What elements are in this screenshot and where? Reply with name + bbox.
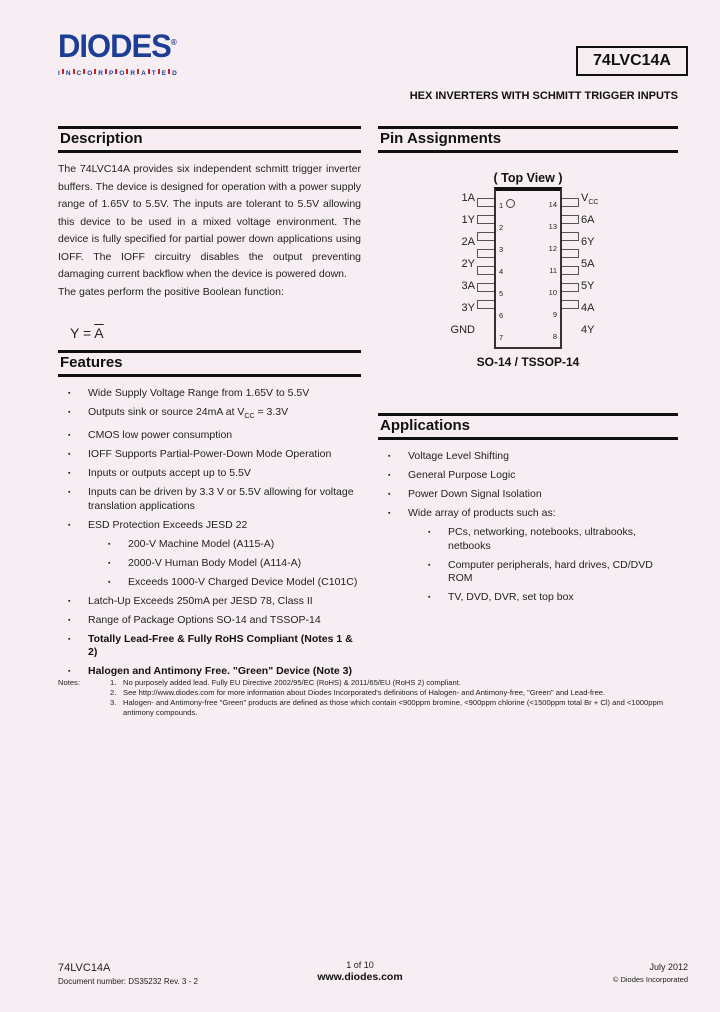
description-paragraph-2: The gates perform the positive Boolean function:	[58, 285, 284, 298]
feature-item-text: Wide Supply Voltage Range from 1.65V to 5.5V	[88, 387, 310, 399]
pin-number-right: 11	[549, 265, 557, 275]
pin-number-left: 6	[499, 311, 504, 320]
notes-list	[110, 678, 690, 718]
bullet-icon: ▪	[68, 597, 71, 605]
logo-red-tick-icon	[137, 69, 139, 74]
bullet-icon: ▪	[68, 451, 71, 459]
pin-number-left: 3	[499, 245, 504, 254]
application-item	[378, 507, 678, 521]
pin-number-left-wrap	[499, 283, 503, 301]
pin-label-6a: 6A	[581, 214, 595, 226]
feature-item	[58, 538, 361, 552]
application-item-text: TV, DVD, DVR, set top box	[448, 591, 574, 603]
application-item	[378, 469, 678, 483]
application-item-text: Computer peripherals, hard drives, CD/DVD ROM	[448, 558, 653, 584]
feature-item	[58, 557, 361, 571]
bullet-icon: ▪	[388, 453, 391, 460]
bullet-icon: ▪	[68, 489, 71, 497]
logo-red-tick-icon	[73, 69, 75, 74]
pin-number-right: 10	[548, 287, 557, 297]
diodes-logo-wordmark: DIODES®	[58, 27, 176, 65]
feature-item	[58, 576, 361, 590]
right-pin-labels	[579, 187, 627, 341]
pin-assignments-section	[378, 126, 678, 369]
bullet-icon: ▪	[68, 432, 71, 440]
bullet-icon: ▪	[68, 635, 71, 643]
pin-stub	[477, 249, 494, 258]
bullet-icon: ▪	[68, 409, 71, 416]
footer-website: www.diodes.com	[317, 971, 403, 983]
diodes-logo-incorporated	[58, 62, 218, 80]
left-pin-labels	[429, 187, 477, 341]
logo-sub-letter: R	[98, 70, 103, 78]
logo-sub-letter: R	[130, 70, 136, 78]
pin-number-left-wrap	[499, 327, 503, 345]
pin-number-right: 12	[548, 243, 557, 253]
feature-item-text: CMOS low power consumption	[88, 429, 233, 442]
application-item	[378, 591, 678, 605]
description-paragraph: The 74LVC14A provides six independent schmitt trigger inverter buffers. The device is designed for operation with a power supply range of 1.65V to 5.5V. The inputs are tolerant to 5.5V allowing this device to be used in a mixed voltage environment. The device is fully specified for partial power down applications using IOFF. The IOFF circuitry disables the output preventing damaging current backflow when the device is powered down.	[58, 163, 361, 280]
page-subtitle: HEX INVERTERS WITH SCHMITT TRIGGER INPUTS	[409, 90, 678, 102]
logo-sub-letter: O	[87, 70, 93, 78]
pin-label-6y: 6Y	[581, 236, 595, 248]
feature-item	[58, 406, 361, 424]
pin-label-vcc: $V_{CC}$	[581, 192, 599, 207]
pin-number-right: 8	[552, 331, 557, 341]
logo-sub-letter: D	[172, 70, 177, 78]
bullet-icon: ▪	[388, 491, 391, 498]
logo-red-tick-icon	[148, 69, 150, 74]
pin-number-left-wrap	[499, 261, 503, 279]
pin-label-1y: 1Y	[461, 214, 475, 226]
bullet-icon: ▪	[68, 390, 71, 397]
pin-label-2a: 2A	[461, 236, 475, 248]
package-row	[496, 281, 560, 303]
logo-red-tick-icon	[105, 69, 107, 74]
application-item	[378, 559, 678, 586]
package-row	[496, 193, 560, 215]
pin-stub	[562, 232, 579, 241]
features-heading: Features	[58, 350, 361, 377]
pin-label-3a: 3A	[461, 280, 475, 292]
pin-label-gnd: GND	[450, 324, 475, 336]
right-pin-stubs	[562, 187, 579, 317]
pin-number-right: 9	[552, 309, 557, 319]
pin-number-right: 13	[548, 221, 557, 231]
logo-red-tick-icon	[115, 69, 117, 74]
logo-sub-letter: N	[65, 70, 71, 78]
pin-stub	[562, 215, 579, 224]
bullet-icon: ▪	[108, 540, 111, 548]
package-type-label: SO-14 / TSSOP-14	[476, 355, 580, 369]
package-area	[378, 187, 678, 349]
application-item-text: General Purpose Logic	[408, 469, 516, 481]
feature-item	[58, 595, 361, 609]
pin-number-left-wrap	[499, 305, 503, 323]
pin-number-left: 5	[499, 289, 504, 298]
package-row	[496, 259, 560, 281]
package-row	[496, 215, 560, 237]
feature-item-text: Latch-Up Exceeds 250mA per JESD 78, Class II	[88, 594, 313, 607]
feature-item-text: 200-V Machine Model (A115-A)	[128, 537, 275, 550]
pin-stub	[477, 266, 494, 275]
logo-red-tick-icon	[168, 69, 170, 74]
footer-part-number: 74LVC14A	[58, 962, 111, 974]
pin-number-right: 14	[548, 199, 557, 209]
part-number-box	[576, 46, 688, 76]
feature-item-text: Exceeds 1000-V Charged Device Model (C101C)	[128, 575, 358, 588]
equation-rhs-overlined: $\overline{A}$	[94, 325, 104, 341]
pin-number-left: 4	[499, 267, 504, 276]
application-item	[378, 526, 678, 553]
feature-item-text: Inputs or outputs accept up to 5.5V	[88, 467, 251, 480]
feature-item-text: Outputs sink or source 24mA at $V_{CC} = 3.3V$	[88, 406, 289, 421]
package-row	[496, 237, 560, 259]
pin-label-4a: 4A	[581, 302, 595, 314]
feature-item	[58, 614, 361, 628]
notes-section	[58, 678, 690, 718]
note-number: 2.	[110, 688, 117, 697]
bullet-icon: ▪	[68, 470, 71, 478]
pin-assignments-heading: Pin Assignments	[378, 126, 678, 153]
feature-item-text: Halogen and Antimony Free. "Green" Device (Note 3)	[88, 665, 352, 678]
equation-lhs: Y =	[70, 325, 95, 341]
note-item	[110, 698, 690, 718]
pin-label-3y: 3Y	[461, 302, 475, 314]
part-number: 74LVC14A	[593, 52, 671, 69]
footer-center	[260, 960, 460, 983]
logo-sub-letter: I	[58, 70, 60, 78]
feature-item-text: IOFF Supports Partial-Power-Down Mode Operation	[88, 448, 332, 461]
note-item	[110, 688, 690, 698]
feature-item	[58, 467, 361, 481]
applications-heading: Applications	[378, 413, 678, 440]
pin-stub	[562, 266, 579, 275]
pin-stub	[477, 232, 494, 241]
pin-stub	[477, 198, 494, 207]
pin-diagram	[378, 171, 678, 369]
bullet-icon: ▪	[68, 668, 71, 676]
bullet-icon: ▪	[428, 594, 431, 601]
pin-number-left: 2	[499, 223, 504, 232]
logo-red-tick-icon	[62, 69, 64, 74]
footer-left	[58, 962, 198, 986]
bullet-icon: ▪	[68, 616, 71, 624]
notes-label: Notes:	[58, 678, 80, 687]
bullet-icon: ▪	[388, 510, 391, 517]
application-item-text: Voltage Level Shifting	[408, 450, 509, 462]
bullet-icon: ▪	[68, 521, 71, 529]
feature-item	[58, 665, 361, 679]
note-number: 1.	[110, 678, 117, 687]
feature-item-text: Range of Package Options SO-14 and TSSOP-14	[88, 613, 321, 626]
logo-sub-letter: C	[76, 70, 82, 78]
pin-label-4y: 4Y	[581, 324, 595, 336]
pin-stub	[562, 249, 579, 258]
feature-item-text: ESD Protection Exceeds JESD 22	[88, 518, 248, 531]
applications-list	[378, 450, 678, 605]
pin-stub	[477, 215, 494, 224]
logo-sub-letter: A	[141, 70, 146, 78]
package-row	[496, 303, 560, 325]
diodes-logo	[58, 28, 218, 80]
applications-section	[378, 413, 678, 610]
boolean-equation	[70, 325, 361, 341]
registered-mark-icon: ®	[170, 37, 176, 48]
application-item	[378, 450, 678, 464]
pin-number-left-wrap	[499, 217, 503, 235]
description-heading: Description	[58, 126, 361, 153]
features-section	[58, 350, 361, 684]
note-item	[110, 678, 690, 688]
description-section	[58, 126, 361, 341]
features-list	[58, 387, 361, 679]
logo-red-tick-icon	[158, 69, 160, 74]
note-text: Halogen- and Antimony-free "Green" products are defined as those which contain <900ppm bromine, <900ppm chlorine (<1500ppm total Br + Cl) and <1000ppm antimony compounds.	[123, 698, 664, 717]
bullet-icon: ▪	[428, 529, 431, 536]
bullet-icon: ▪	[428, 561, 431, 569]
pin-label-5y: 5Y	[581, 280, 595, 292]
footer-right	[613, 962, 688, 984]
pin-stub	[477, 300, 494, 309]
logo-sub-letter: T	[151, 70, 156, 78]
logo-sub-letter: P	[108, 70, 114, 78]
footer-doc-number: Document number: DS35232 Rev. 3 - 2	[58, 977, 198, 986]
feature-item	[58, 387, 361, 401]
application-item	[378, 488, 678, 502]
footer-date: July 2012	[649, 962, 688, 972]
feature-item-text: Inputs can be driven by 3.3 V or 5.5V allowing for voltage translation applications	[88, 486, 354, 512]
feature-item	[58, 519, 361, 533]
application-item-text: PCs, networking, notebooks, ultrabooks, netbooks	[448, 526, 636, 552]
note-number: 3.	[110, 698, 117, 707]
bullet-icon: ▪	[108, 578, 111, 586]
logo-red-tick-icon	[94, 69, 96, 74]
footer-copyright: © Diodes Incorporated	[612, 975, 688, 984]
feature-item-text: Totally Lead-Free & Fully RoHS Compliant (Notes 1 & 2)	[88, 632, 353, 659]
application-item-text: Power Down Signal Isolation	[408, 488, 542, 500]
pin-stub	[562, 283, 579, 292]
pin-label-2y: 2Y	[461, 258, 475, 270]
feature-item	[58, 633, 361, 660]
pin-number-left: 7	[499, 333, 504, 342]
bullet-icon: ▪	[388, 472, 391, 479]
ic-package-outline	[494, 187, 562, 349]
pin-stub	[562, 300, 579, 309]
logo-red-tick-icon	[126, 69, 128, 74]
pin-label-1a: 1A	[461, 192, 475, 204]
feature-item	[58, 486, 361, 513]
footer-page-info: 1 of 10	[346, 960, 374, 970]
pin-number-left-wrap	[499, 239, 503, 257]
pin-label-5a: 5A	[581, 258, 595, 270]
application-item-text: Wide array of products such as:	[408, 507, 556, 519]
logo-sub-letter: E	[161, 70, 167, 78]
left-pin-stubs	[477, 187, 494, 317]
pin-stub	[477, 283, 494, 292]
note-text: See http://www.diodes.com for more information about Diodes Incorporated's definitions of Halogen- and Antimony-free, "Green" and Lead-free.	[123, 688, 606, 697]
feature-item-text: 2000-V Human Body Model (A114-A)	[128, 556, 302, 569]
feature-item	[58, 448, 361, 462]
feature-item	[58, 429, 361, 443]
logo-red-tick-icon	[83, 69, 85, 74]
note-text: No purposely added lead. Fully EU Directive 2002/95/EC (RoHS) & 2011/65/EU (RoHS 2) compliant.	[123, 678, 461, 687]
bullet-icon: ▪	[108, 559, 111, 567]
pin1-indicator-icon	[506, 199, 515, 208]
top-view-label: ( Top View )	[493, 171, 563, 185]
logo-sub-letter: O	[119, 70, 125, 78]
package-row	[496, 325, 560, 347]
pin-number-left: 1	[499, 201, 504, 210]
pin-number-left-wrap	[499, 195, 515, 213]
pin-stub	[562, 198, 579, 207]
